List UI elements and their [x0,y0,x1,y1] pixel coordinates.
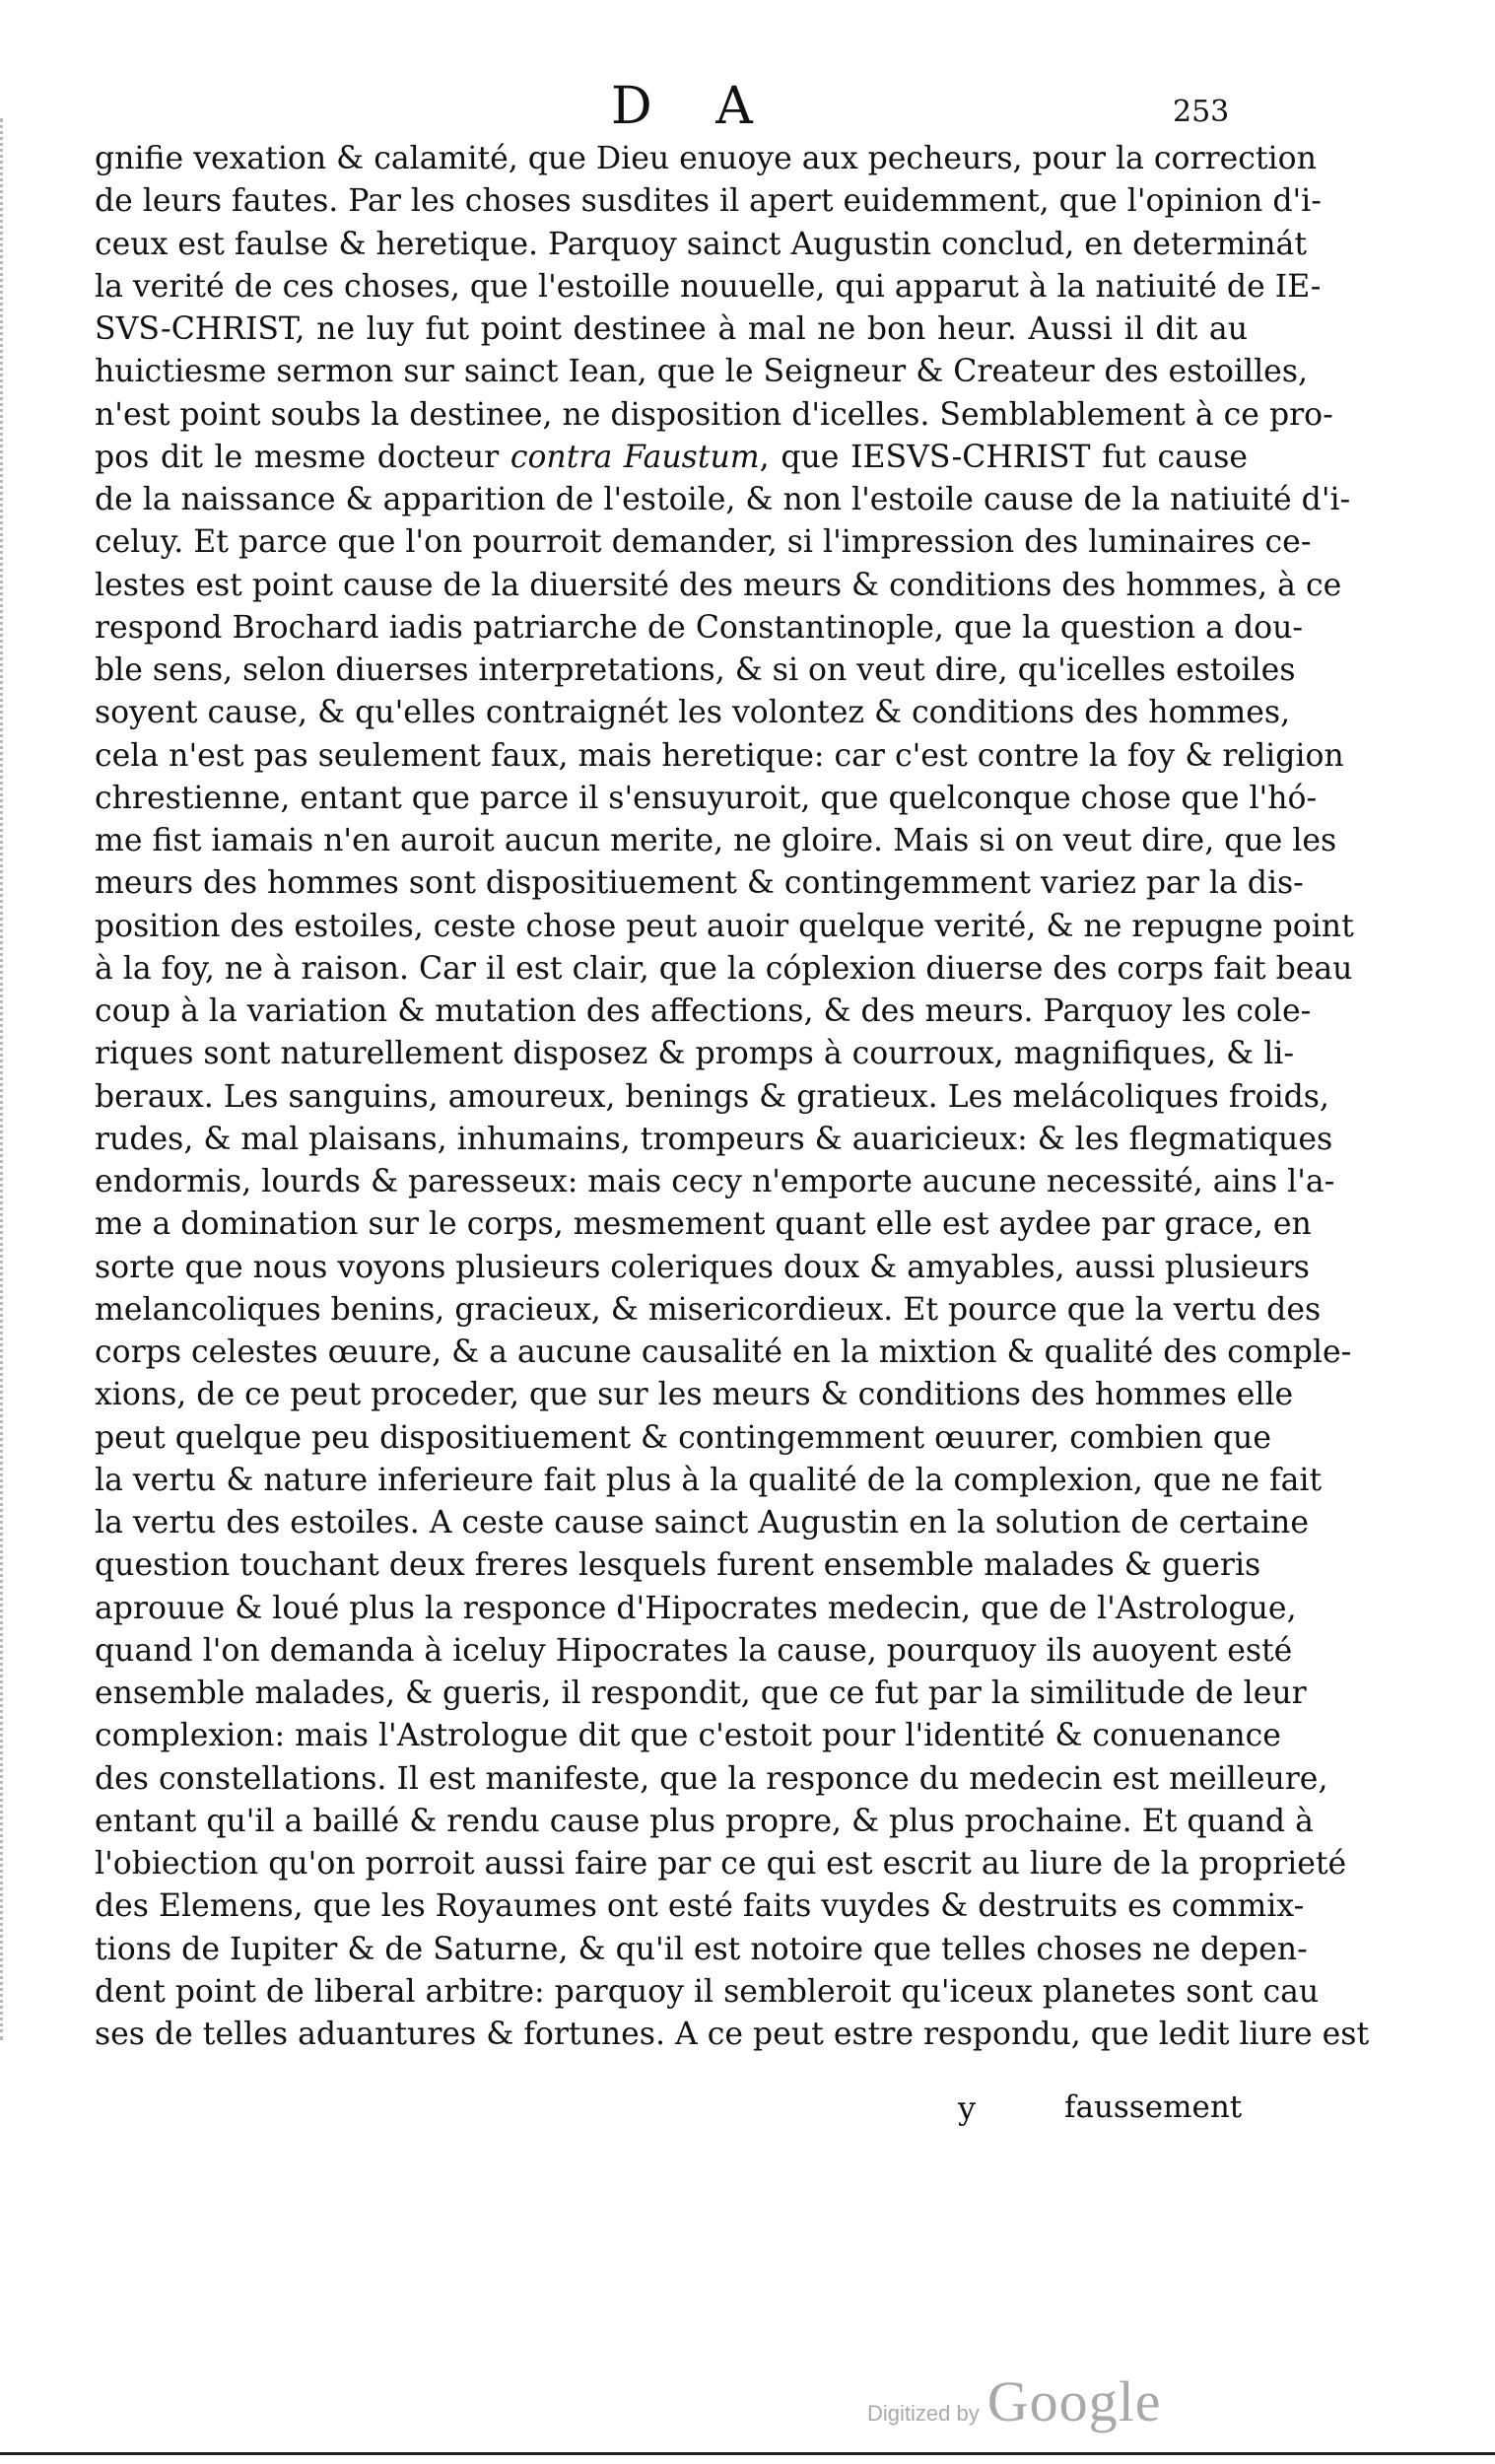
text-line: me a domination sur le corps, mesmement quant elle est aydee par grace, en [95,1206,1312,1243]
google-logo: Google [986,2369,1162,2433]
text-line: tions de Iupiter & de Saturne, & qu'il est notoire que telles choses ne depen- [95,1931,1308,1967]
text-line: de la naissance & apparition de l'estoile, & non l'estoile cause de la natiuité d'i- [95,482,1351,517]
text-line: SVS-CHRIST, ne luy fut point destinee à mal ne bon heur. Aussi il dit au [95,311,1248,347]
text-line: l'obiection qu'on porroit aussi faire par ce qui est escrit au liure de la proprieté [95,1846,1347,1882]
text-line: endormis, lourds & paresseux: mais cecy n'emporte aucune necessité, ains l'a- [95,1164,1335,1199]
text-line: la vertu & nature inferieure fait plus à la qualité de la complexion, que ne fait [95,1462,1323,1498]
watermark-prefix: Digitized by [867,2401,980,2426]
text-line: entant qu'il a baillé & rendu cause plus propre, & plus prochaine. Et quand à [95,1803,1314,1839]
text-line: coup à la variation & mutation des affections, & des meurs. Parquoy les cole- [95,993,1312,1029]
text-line: lestes est point cause de la diuersité des meurs & conditions des hommes, à ce [95,567,1342,603]
text-line: complexion: mais l'Astrologue dit que c'estoit pour l'identité & conuenance [95,1718,1281,1754]
text-line: cela n'est pas seulement faux, mais heretique: car c'est contre la foy & religion [95,737,1344,774]
text-line: à la foy, ne à raison. Car il est clair, que la cóplexion diuerse des corps fait beau [95,950,1353,987]
catchword: faussement [1064,2089,1243,2125]
text-line: quand l'on demanda à iceluy Hipocrates la cause, pourquoy ils auoyent esté [95,1632,1293,1669]
running-head: D A [611,77,777,136]
text-line: question touchant deux freres lesquels furent ensemble malades & gueris [95,1547,1261,1584]
page-number: 253 [1173,95,1230,129]
text-line: des Elemens, que les Royaumes ont esté faits vuydes & destruits es commix- [95,1888,1305,1925]
text-line: n'est point soubs la destinee, ne disposition d'icelles. Semblablement à ce pro- [95,396,1333,433]
text-line: me fist iamais n'en auroit aucun merite, ne gloire. Mais si on veut dire, que les [95,823,1337,858]
text-line: beraux. Les sanguins, amoureux, benings & gratieux. Les melácoliques froids, [95,1078,1329,1115]
text-line: ses de telles aduantures & fortunes. A ce peut estre respondu, que ledit liure est [95,2017,1370,2052]
text-line: riques sont naturellement disposez & promps à courroux, magnifiques, & li- [95,1036,1295,1072]
text-line: la vertu des estoiles. A ceste cause sainct Augustin en la solution de certaine [95,1505,1309,1540]
text-line: respond Brochard iadis patriarche de Constantinople, que la question a dou- [95,609,1304,646]
text-line: meurs des hommes sont dispositiuement & contingemment variez par la dis- [95,865,1304,902]
signature-mark: y [958,2089,977,2127]
body-text [95,138,1370,2056]
bottom-edge [0,2452,1495,2455]
text-line: aprouue & loué plus la responce d'Hipocrates medecin, que de l'Astrologue, [95,1590,1297,1626]
text-line: ensemble malades, & gueris, il respondit, que ce fut par la similitude de leur [95,1676,1307,1711]
text-line: peut quelque peu dispositiuement & contingemment œuurer, combien que [95,1419,1271,1456]
text-line: ceux est faulse & heretique. Parquoy sainct Augustin conclud, en determinát [95,226,1307,262]
text-line: ble sens, selon diuerses interpretations, & si on veut dire, qu'icelles estoiles [95,652,1296,688]
text-line: la verité de ces choses, que l'estoille nouuelle, qui apparut à la natiuité de IE- [95,268,1322,305]
text-line: celuy. Et parce que l'on pourroit demander, si l'impression des luminaires ce- [95,524,1312,561]
text-line: rudes, & mal plaisans, inhumains, trompeurs & auaricieux: & les flegmatiques [95,1121,1333,1157]
text-line: des constellations. Il est manifeste, que la responce du medecin est meilleure, [95,1760,1328,1797]
text-line: xions, de ce peut proceder, que sur les meurs & conditions des hommes elle [95,1377,1294,1413]
binding-edge [0,118,21,2040]
text-line: corps celestes œuure, & a aucune causalité en la mixtion & qualité des comple- [95,1335,1352,1370]
text-line: dent point de liberal arbitre: parquoy il sembleroit qu'iceux planetes sont cau [95,1973,1320,2010]
text-line: soyent cause, & qu'elles contraignét les volontez & conditions des hommes, [95,695,1291,731]
text-line: de leurs fautes. Par les choses susdites il apert euidemment, que l'opinion d'i- [95,183,1322,220]
text-line: gnifie vexation & calamité, que Dieu enuoye aux pecheurs, pour la correction [95,141,1317,176]
text-line: huictiesme sermon sur sainct Iean, que le Seigneur & Createur des estoilles, [95,354,1309,390]
text-line: pos dit le mesme docteur contra Faustum, que IESVS-CHRIST fut cause [95,439,1248,475]
text-line: chrestienne, entant que parce il s'ensuyuroit, que quelconque chose que l'hó- [95,780,1318,816]
text-line: melancoliques benins, gracieux, & misericordieux. Et pource que la vertu des [95,1291,1322,1328]
text-line: position des estoiles, ceste chose peut auoir quelque verité, & ne repugne point [95,908,1354,944]
digitized-watermark [867,2369,1162,2434]
text-line: sorte que nous voyons plusieurs coleriques doux & amyables, aussi plusieurs [95,1249,1310,1285]
